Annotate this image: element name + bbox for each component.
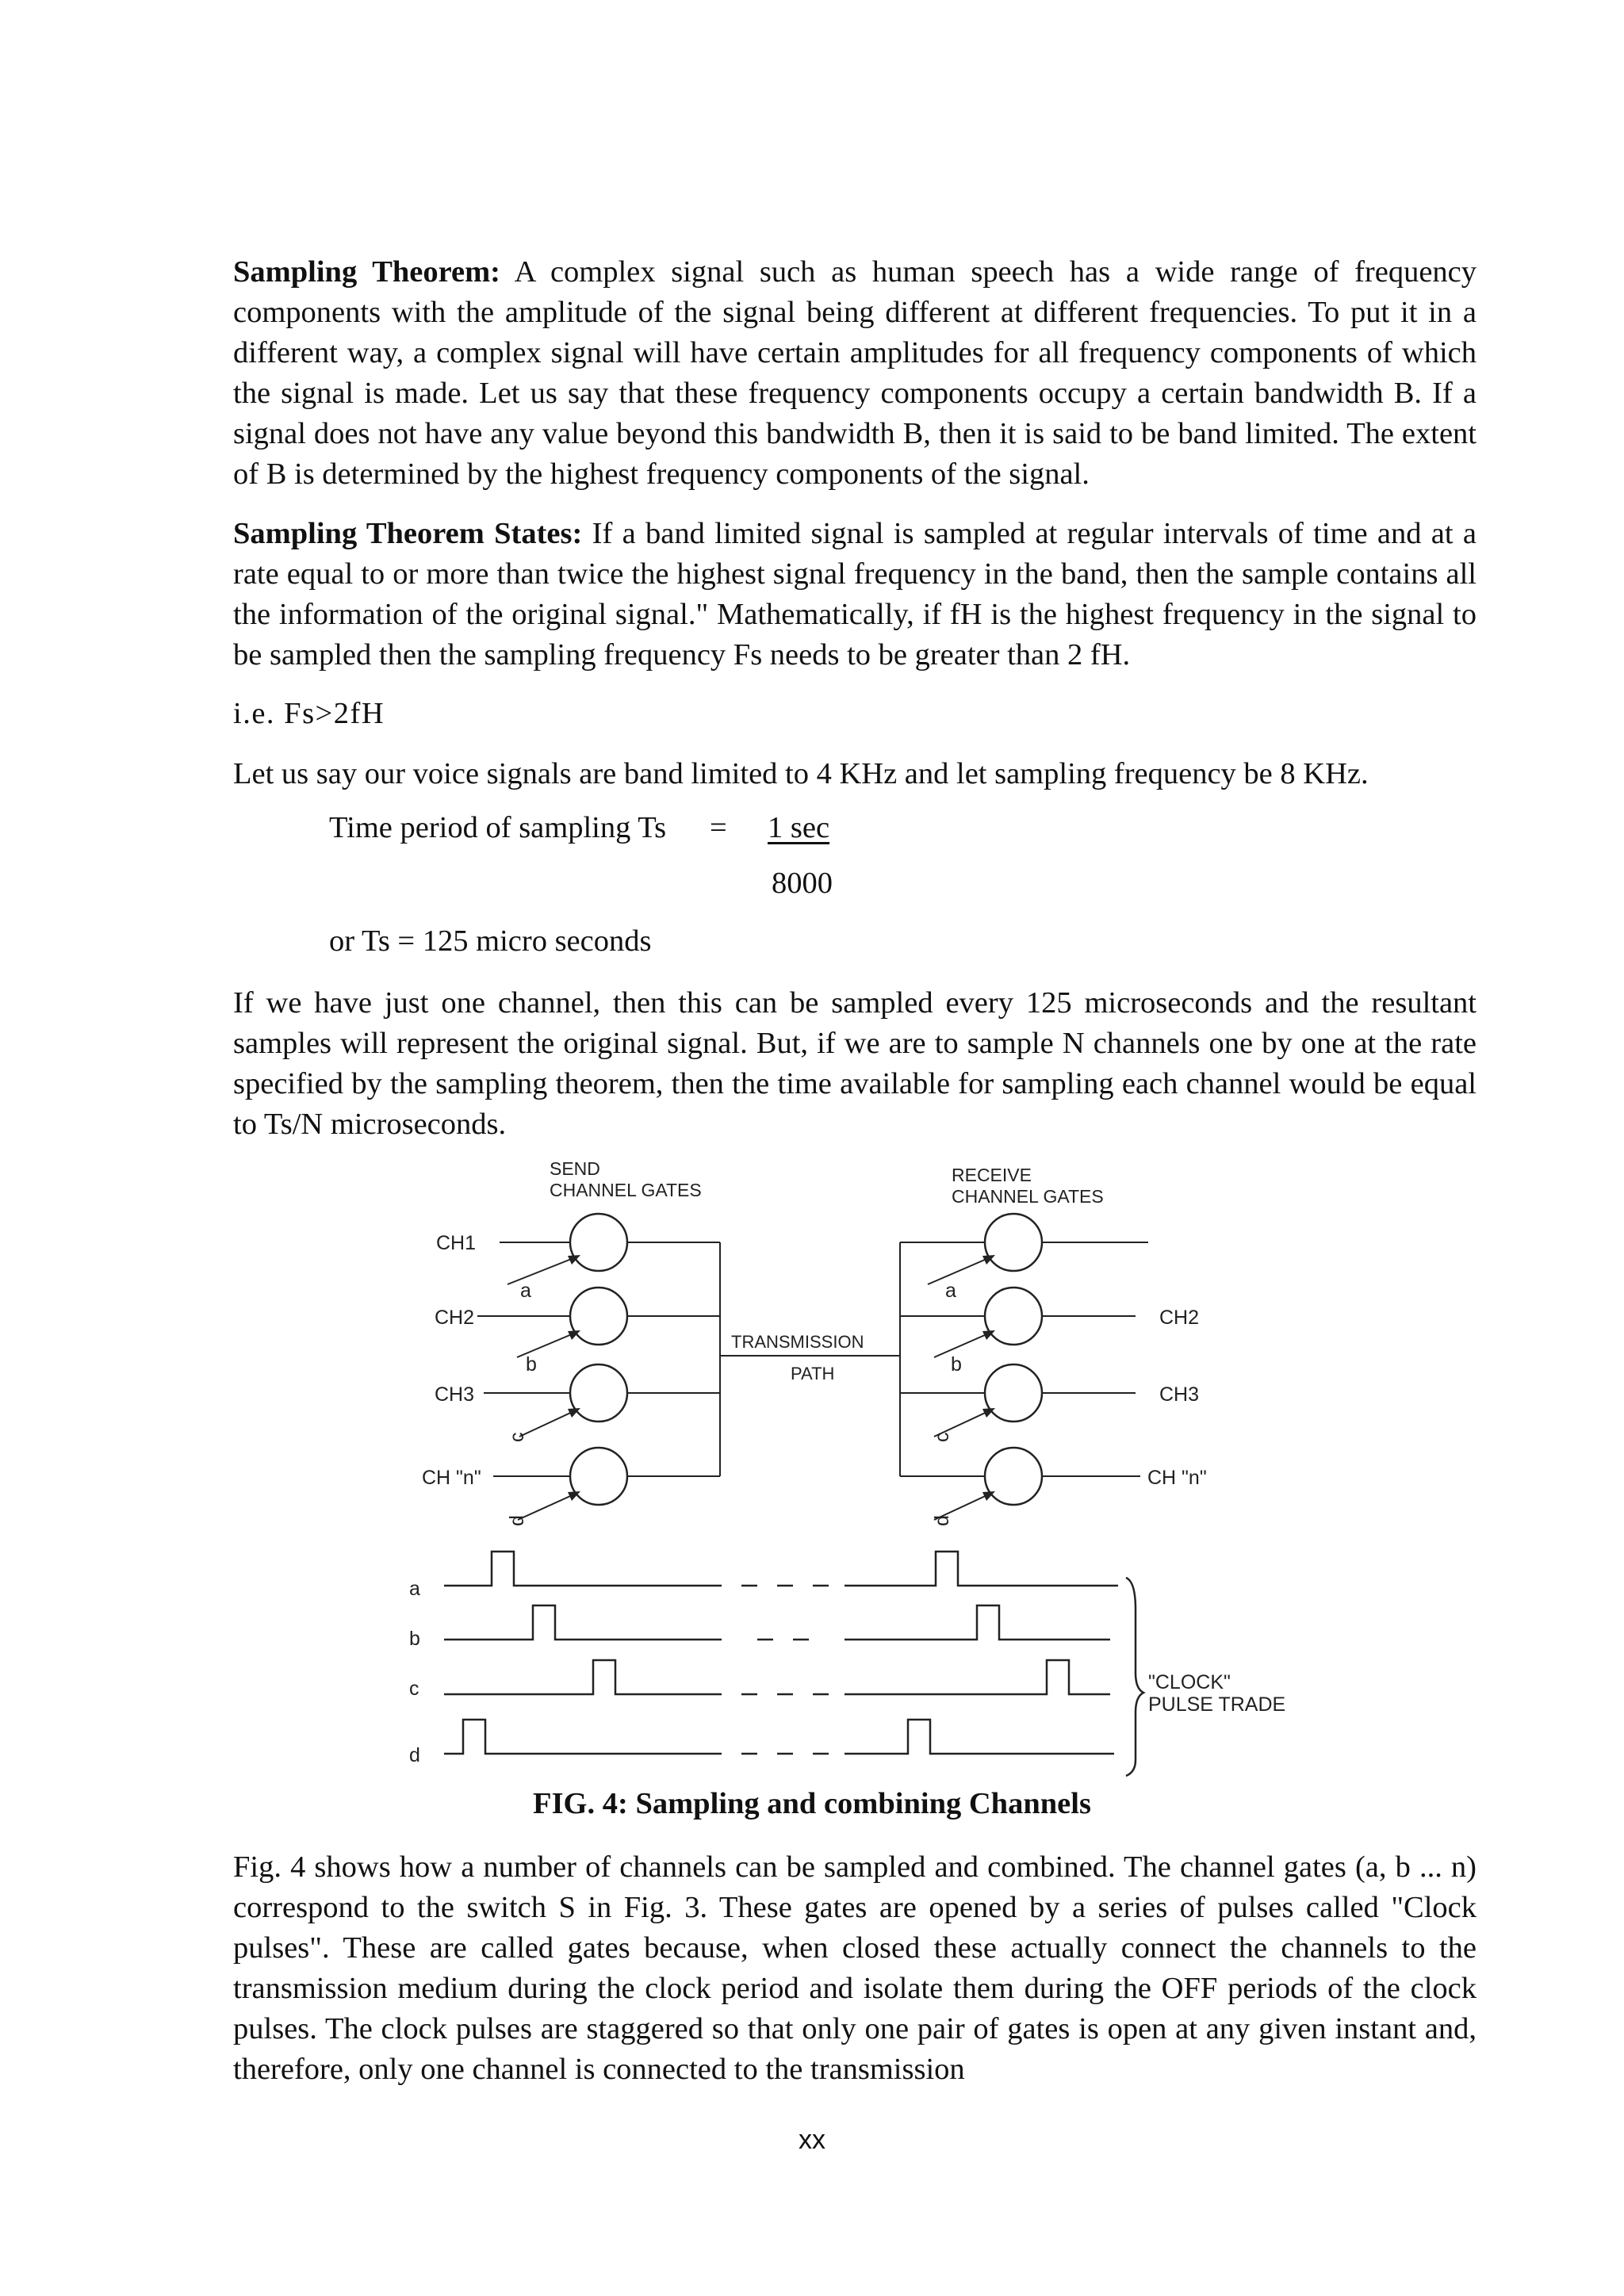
formula-denominator: 8000 xyxy=(772,867,833,900)
receive-gate-ch2 xyxy=(985,1288,1042,1345)
receive-gate-ch3 xyxy=(985,1364,1042,1422)
paragraph-voice-signals: Let us say our voice signals are band limited to 4 KHz and let sampling frequency be 8 KHz. xyxy=(233,757,1369,790)
clock-label-1: "CLOCK" xyxy=(1148,1671,1231,1693)
pulse-label-b: b xyxy=(409,1628,420,1650)
clock-label-2: PULSE TRADE xyxy=(1148,1693,1286,1716)
label-ch2-out: CH2 xyxy=(1159,1307,1200,1329)
formula-inequality: i.e. Fs>2fH xyxy=(233,697,385,730)
send-gate-chn xyxy=(570,1448,627,1505)
label-ch3-out: CH3 xyxy=(1159,1383,1200,1406)
label-chn-out: CH "n" xyxy=(1147,1467,1207,1489)
receive-label-1: RECEIVE xyxy=(952,1165,1032,1185)
paragraph-body: A complex signal such as human speech has a wide range of frequency components with the amplitude of the signal being different at different frequencies. To put it in a different way, a complex signal will have certain amplitudes for all frequency components of which the signal is made. Let us say that these frequency components occupy a certain bandwidth B. If a signal does not have any value beyond this bandwidth B, then it is said to be band limited. The extent of B is determined by the highest frequency components of the signal. xyxy=(233,255,1477,491)
formula-label: Time period of sampling Ts xyxy=(329,811,667,844)
label-path: PATH xyxy=(791,1364,835,1383)
label-ch3: CH3 xyxy=(435,1383,475,1406)
label-ch2: CH2 xyxy=(435,1307,475,1329)
receive-gate-label-d: d xyxy=(931,1515,953,1526)
pulse-label-c: c xyxy=(409,1678,419,1700)
receive-gate-chn xyxy=(985,1448,1042,1505)
pulse-label-d: d xyxy=(409,1744,420,1766)
paragraph-body: If a band limited signal is sampled at regular intervals of time and at a rate equal to or more than twice the highest signal frequency in the band, then the sample contains all the information of the original signal." Mathematically, if fH is the highest frequency in the signal to be sampled then the sampling frequency Fs needs to be greater than 2 fH. xyxy=(233,517,1477,672)
heading-sampling-theorem: Sampling Theorem: xyxy=(233,255,500,289)
send-gate-ch3 xyxy=(570,1364,627,1422)
formula-equals: = xyxy=(710,811,727,844)
formula-result: or Ts = 125 micro seconds xyxy=(329,924,652,958)
label-transmission: TRANSMISSION xyxy=(731,1332,864,1352)
receive-gate-label-c: c xyxy=(931,1432,953,1442)
clock-pulse-trains xyxy=(444,1552,1143,1776)
paragraph-channels: If we have just one channel, then this can be sampled every 125 microseconds and the resultant samples will represent the original signal. But, if we are to sample N channels one by one at the rate specified by the sampling theorem, then the time available for sampling each channel would be equal to Ts/N microseconds. xyxy=(233,986,1477,1141)
arrow-heads xyxy=(568,1255,995,1501)
receive-gate-label-a: a xyxy=(945,1280,956,1302)
formula-numerator: 1 sec xyxy=(768,811,830,844)
receive-gate-ch1 xyxy=(985,1214,1042,1271)
send-gate-ch1 xyxy=(570,1214,627,1271)
paragraph-fig4-description: Fig. 4 shows how a number of channels can be sampled and combined. The channel gates (a, b ... n) correspond to the switch S in Fig. 3. These gates are opened by a series of pulses called "Clock pulses". These are called gates because, when closed these actually connect the channels to the transmission medium during the clock period and isolate them during the OFF periods of the clock pulses. The clock pulses are staggered so that only one pair of gates is open at any given instant and, therefore, only one channel is connected to the transmission xyxy=(233,1850,1477,2086)
send-gate-label-b: b xyxy=(526,1353,537,1376)
figure-caption: FIG. 4: Sampling and combining Channels xyxy=(533,1787,1091,1820)
send-gate-label-c: c xyxy=(506,1432,528,1442)
page-number: xx xyxy=(799,2125,825,2155)
pulse-label-a: a xyxy=(409,1578,420,1600)
receive-gate-label-b: b xyxy=(951,1353,962,1376)
send-gate-label-d: d xyxy=(506,1515,528,1526)
send-gate-ch2 xyxy=(570,1288,627,1345)
send-label-1: SEND xyxy=(550,1158,600,1179)
label-ch1: CH1 xyxy=(436,1232,477,1254)
send-gate-label-a: a xyxy=(520,1280,531,1302)
label-chn: CH "n" xyxy=(422,1467,481,1489)
receive-label-2: CHANNEL GATES xyxy=(952,1186,1104,1207)
send-label-2: CHANNEL GATES xyxy=(550,1180,702,1200)
heading-theorem-states: Sampling Theorem States: xyxy=(233,517,583,550)
